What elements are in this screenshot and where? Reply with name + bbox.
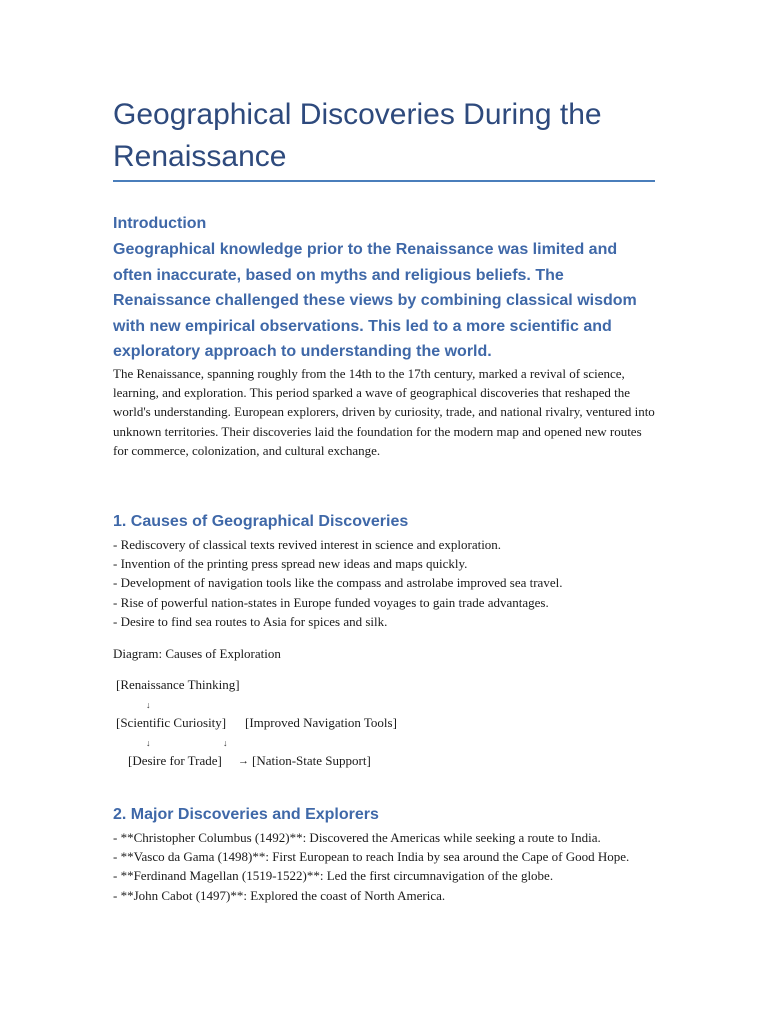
list-item: - **Christopher Columbus (1492)**: Discovered the Americas while seeking a route to India. (113, 830, 601, 845)
down-arrow-icon: ↓ (146, 738, 151, 748)
down-arrow-icon: ↓ (223, 738, 228, 748)
list-item: - Desire to find sea routes to Asia for spices and silk. (113, 613, 388, 629)
discoveries-list (113, 828, 668, 905)
diagram-label: Diagram: Causes of Exploration (113, 646, 281, 661)
diagram-node-renaissance: [Renaissance Thinking] (116, 677, 240, 692)
causes-list (113, 535, 668, 631)
list-item: - Rediscovery of classical texts revived interest in science and exploration. (113, 537, 502, 552)
causes-heading: 1. Causes of Geographical Discoveries (113, 513, 409, 530)
intro-heading: Introduction (113, 215, 207, 232)
title-divider (113, 180, 655, 182)
diagram-node-nation: [Nation-State Support] (252, 753, 371, 768)
page-title: Geographical Discoveries During the Renaissance (113, 98, 602, 173)
list-item: - **John Cabot (1497)**: Explored the coast of North America. (113, 887, 446, 903)
down-arrow-icon: ↓ (146, 700, 151, 710)
list-item: - Rise of powerful nation-states in Europe funded voyages to gain trade advantages. (113, 594, 549, 610)
list-item: - **Vasco da Gama (1498)**: First European to reach India by sea around the Cape of Good Hope. (113, 849, 630, 865)
right-arrow-icon: → (238, 755, 249, 767)
discoveries-heading: 2. Major Discoveries and Explorers (113, 806, 379, 823)
diagram-node-trade: [Desire for Trade] (128, 753, 222, 768)
diagram-node-curiosity: [Scientific Curiosity] (116, 715, 227, 730)
list-item: - Development of navigation tools like the compass and astrolabe improved sea travel. (113, 575, 563, 591)
intro-lead-paragraph: Geographical knowledge prior to the Renaissance was limited and often inaccurate, based on myths and religious beliefs. The Renaissance challenged these views by combining classical wisdom with new empirical observations. This led to a more scientific and exploratory approach to understanding the world. (113, 241, 637, 361)
intro-body-paragraph: The Renaissance, spanning roughly from the 14th to the 17th century, marked a revival of science, learning, and exploration. This period sparked a wave of geographical discoveries that reshaped the world's understanding. European explorers, driven by curiosity, trade, and national rivalry, ventured into unknown territories. Their discoveries laid the foundation for the modern map and opened new routes for commerce, colonization, and cultural exchange. (113, 366, 655, 458)
diagram-node-navigation: [Improved Navigation Tools] (245, 715, 397, 730)
list-item: - **Ferdinand Magellan (1519-1522)**: Led the first circumnavigation of the globe. (113, 868, 554, 884)
list-item: - Invention of the printing press spread new ideas and maps quickly. (113, 556, 468, 572)
